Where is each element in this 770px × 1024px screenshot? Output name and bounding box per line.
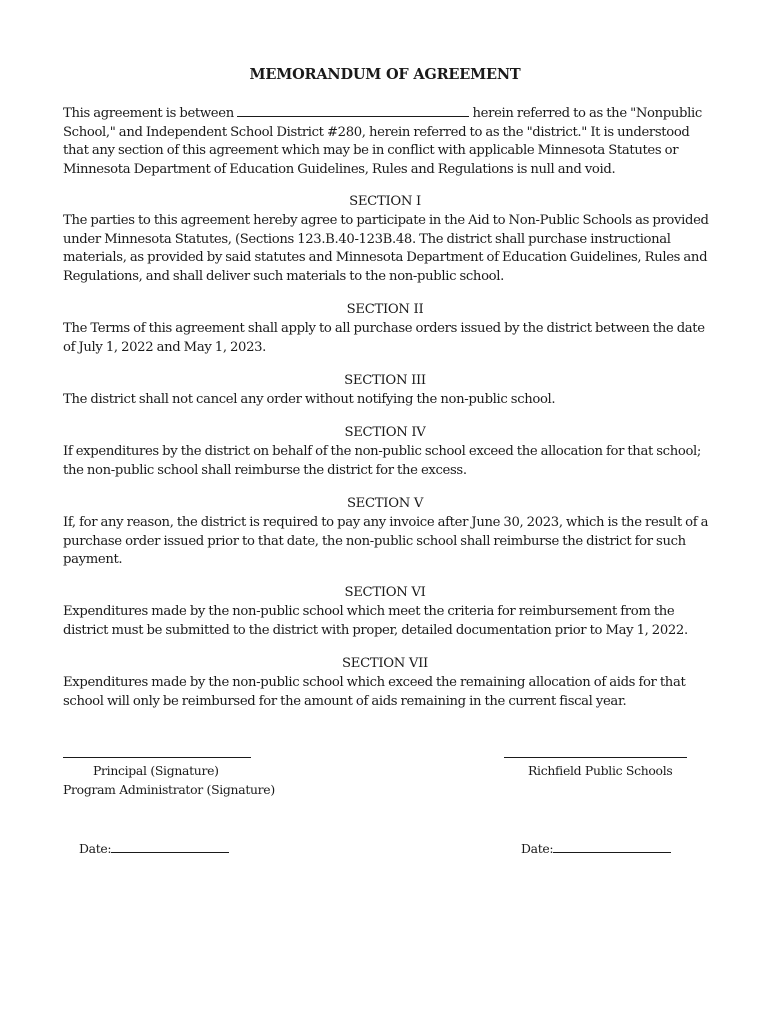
- program-administrator-signature-label: Program Administrator (Signature): [63, 782, 275, 797]
- section-4-paragraph: If expenditures by the district on behalf of the non-public school exceed the allocation for that school; the non-public school shall reimburse the district for the excess.: [63, 444, 701, 478]
- intro-before-blank: This agreement is between: [63, 106, 234, 121]
- principal-signature-label: Principal (Signature): [93, 763, 219, 778]
- section-3-paragraph: The district shall not cancel any order without notifying the non-public school.: [63, 392, 556, 407]
- section-5-paragraph: If, for any reason, the district is required to pay any invoice after June 30, 2023, which is the result of a purchase order issued prior to that date, the non-public school shall reimburse the district for such payment.: [63, 515, 709, 568]
- section-text-2: [63, 320, 713, 357]
- section-heading-3: SECTION III: [344, 373, 426, 388]
- right-date-label: Date:: [521, 841, 554, 856]
- nonpublic-school-name-blank[interactable]: [237, 104, 469, 117]
- section-2-paragraph: The Terms of this agreement shall apply to all purchase orders issued by the district between the date of July 1, 2022 and May 1, 2023.: [63, 321, 705, 355]
- section-heading-5: SECTION V: [346, 496, 424, 511]
- intro-paragraph: [63, 104, 713, 179]
- section-text-5: [63, 514, 713, 570]
- left-signature-line[interactable]: [63, 757, 251, 758]
- intro-after-blank: herein referred to as the "Nonpublic: [472, 106, 702, 121]
- section-text-4: [63, 443, 713, 480]
- left-date-blank[interactable]: [111, 841, 229, 853]
- right-date-blank[interactable]: [553, 841, 671, 853]
- right-signature-line[interactable]: [504, 757, 687, 758]
- intro-rest: School," and Independent School District #280, herein referred to as the "district." It is understood that any section of this agreement which may be in conflict with applicable Minnesota Statutes or Minnesota Department of Education Guidelines, Rules and Regulations is null and void.: [63, 124, 690, 177]
- section-text-6: [63, 603, 713, 640]
- section-heading-1: SECTION I: [349, 194, 421, 209]
- section-1-paragraph: The parties to this agreement hereby agree to participate in the Aid to Non-Public Schools as provided under Minnesota Statutes, (Sections 123.B.40-123B.48. The district shall purchase instructional materials, as provided by said statutes and Minnesota Department of Education Guidelines, Rules and Regulations, and shall deliver such materials to the non-public school.: [63, 213, 709, 284]
- section-heading-7: SECTION VII: [342, 656, 428, 671]
- section-heading-6: SECTION VI: [344, 585, 426, 600]
- section-6-paragraph: Expenditures made by the non-public school which meet the criteria for reimbursement from the district must be submitted to the district with proper, detailed documentation prior to May 1, 2022.: [63, 604, 688, 638]
- document-title: MEMORANDUM OF AGREEMENT: [249, 66, 521, 83]
- left-date-label: Date:: [79, 841, 112, 856]
- section-heading-4: SECTION IV: [344, 425, 426, 440]
- section-text-1: [63, 212, 713, 286]
- district-signature-label: Richfield Public Schools: [528, 763, 673, 778]
- section-text-3: [63, 391, 713, 410]
- right-date-field: [521, 841, 671, 856]
- section-heading-2: SECTION II: [346, 302, 424, 317]
- section-7-paragraph: Expenditures made by the non-public school which exceed the remaining allocation of aids for that school will only be reimbursed for the amount of aids remaining in the current fiscal year.: [63, 675, 686, 709]
- section-text-7: [63, 674, 713, 711]
- left-date-field: [79, 841, 229, 856]
